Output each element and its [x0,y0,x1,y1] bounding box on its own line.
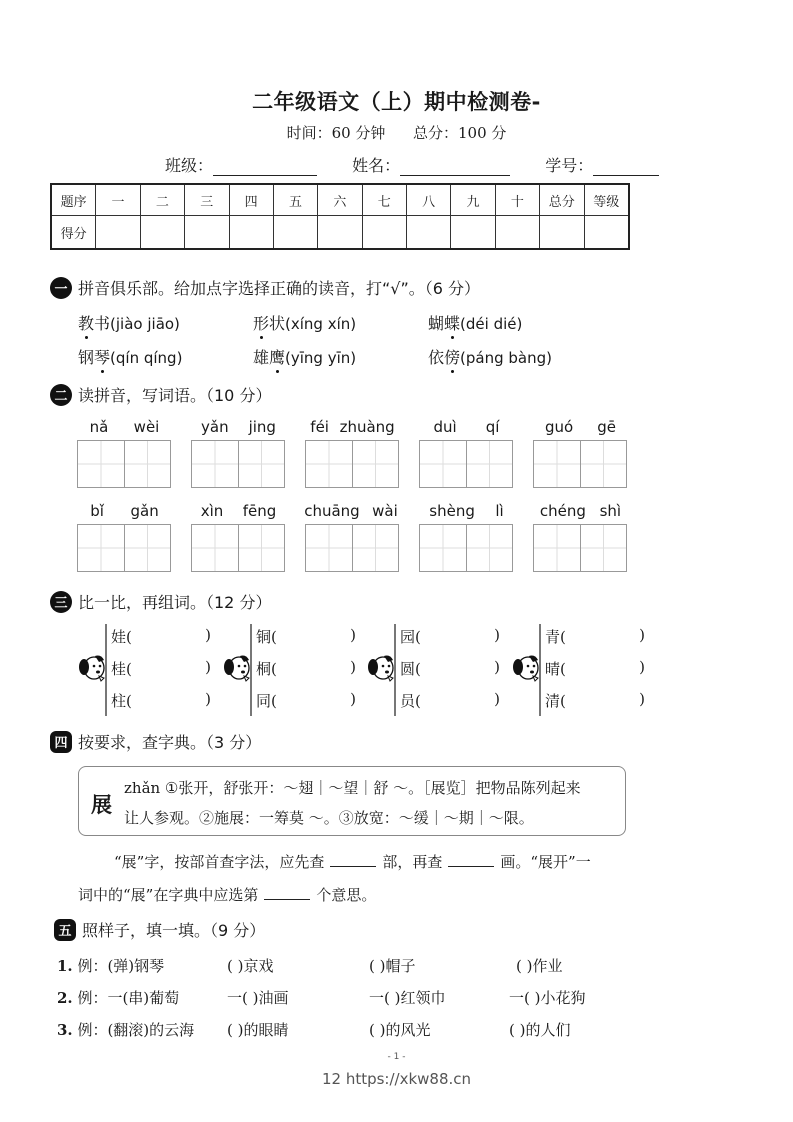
divider-line [250,624,252,716]
divider-line [105,624,107,716]
writing-grid[interactable] [419,524,513,572]
example: 例：(翻滚)的云海 [77,1021,195,1039]
writing-grid[interactable] [533,524,627,572]
pinyin-options[interactable]: (páng bàng) [460,349,552,367]
word-group: chéng shì [533,502,628,572]
section-title: 按要求，查字典。（3 分） [78,733,262,752]
col-total: 总分 [540,184,584,216]
answer-blank-radical[interactable] [330,852,376,867]
writing-grid[interactable] [305,524,399,572]
dotted-char: 蝶 [444,314,461,333]
dog-icon [366,650,396,684]
pinyin-item: 教书(jiào jiāo) [78,314,180,333]
score-cell[interactable] [96,216,140,250]
section-number-badge: 一 [50,277,72,299]
section-title: 比一比，再组词。（12 分） [78,593,272,612]
fill-blank[interactable]: ( )作业 [516,957,563,975]
fill-blank[interactable]: ( )的风光 [369,1021,431,1039]
score-table [50,183,630,250]
fill-row: 3. 例：(翻滚)的云海 ( )的眼睛 ( )的风光 ( )的人们 [57,1021,571,1039]
word-group: duì qí [419,418,514,488]
section-1-heading [50,276,480,299]
dotted-char: 教 [78,314,95,333]
dotted-char: 鹰 [269,348,286,367]
score-cell[interactable] [540,216,584,250]
pinyin-item: 钢琴(qín qíng) [78,348,183,367]
col-1: 一 [96,184,140,216]
page-title: 二年级语文（上）期中检测卷- [252,90,541,114]
word-group: bǐ gǎn [77,502,172,572]
section-5-heading [54,918,265,941]
writing-grid[interactable] [533,440,627,488]
section-number-badge: 四 [50,731,72,753]
time-limit: 时间：60 分钟 [286,124,386,142]
compare-group: 园( ) 圆( ) 员( ) [366,622,496,722]
writing-grid[interactable] [305,440,399,488]
fill-blank[interactable]: ( )帽子 [369,957,416,975]
score-cell[interactable] [495,216,539,250]
col-10: 十 [495,184,539,216]
name-field[interactable] [400,159,510,176]
word-group: nǎ wèi [77,418,172,488]
pinyin-options[interactable]: (jiào jiāo) [110,315,180,333]
compare-group: 娃( ) 桂( ) 柱( ) [77,622,207,722]
dotted-char: 形 [253,314,270,333]
col-7: 七 [362,184,406,216]
fill-blank[interactable]: 一( )油画 [227,989,289,1007]
dictionary-definition-line-2: 让人参观。②施展：一筹莫 ～。③放宽：～缓｜～期｜～限。 [124,809,534,827]
word-group: yǎn jing [191,418,286,488]
score-cell[interactable] [140,216,184,250]
divider-line [539,624,541,716]
dog-icon [77,650,107,684]
dog-icon [511,650,541,684]
dotted-char: 琴 [94,348,111,367]
score-cell[interactable] [451,216,495,250]
fill-row: 1. 例：(弹)钢琴 ( )京戏 ( )帽子 ( )作业 [57,957,563,975]
col-6: 六 [318,184,362,216]
score-cell[interactable] [584,216,629,250]
total-score: 总分：100 分 [413,124,507,142]
writing-grid[interactable] [191,524,285,572]
score-cell[interactable] [318,216,362,250]
section-title: 照样子，填一填。（9 分） [82,921,266,940]
section-title: 拼音俱乐部。给加点字选择正确的读音，打“√”。（6 分） [78,279,481,298]
dog-icon [222,650,252,684]
name-label: 姓名： [352,156,401,175]
pinyin-options[interactable]: (yīng yīn) [285,349,357,367]
id-field[interactable] [593,159,659,176]
divider-line [394,624,396,716]
dictionary-question-line-2: 词中的“展”在字典中应选第 个意思。 [78,886,377,904]
compare-group: 铜( ) 桐( ) 同( ) [222,622,352,722]
pinyin-item: 依傍(páng bàng) [428,348,552,367]
dictionary-definition-line-1: zhǎn ①张开，舒张开：～翅｜～望｜舒 ～。［展览］把物品陈列起来 [124,779,581,797]
class-label: 班级： [165,156,214,175]
fill-blank[interactable]: 一( )小花狗 [509,989,586,1007]
score-table-header-row [51,184,629,216]
row-head-score: 得分 [51,216,96,250]
student-info-row [165,153,659,176]
col-4: 四 [229,184,273,216]
writing-grid[interactable] [419,440,513,488]
row-head-question: 题序 [51,184,96,216]
score-cell[interactable] [362,216,406,250]
section-2-heading [50,383,271,406]
score-cell[interactable] [273,216,317,250]
pinyin-options[interactable]: (xíng xín) [285,315,357,333]
section-number-badge: 二 [50,384,72,406]
col-9: 九 [451,184,495,216]
id-label: 学号： [545,156,594,175]
section-title: 读拼音，写词语。（10 分） [78,386,272,405]
word-group: chuāng wài [298,502,404,572]
score-cell[interactable] [229,216,273,250]
example: 例：(弹)钢琴 [77,957,165,975]
dictionary-headword: 展 [91,793,112,817]
word-group: féi zhuàng [305,418,400,488]
fill-row: 2. 例：一(串)葡萄 一( )油画 一( )红领巾 一( )小花狗 [57,989,586,1007]
word-group: xìn fēng [191,502,286,572]
fill-blank[interactable]: ( )京戏 [227,957,274,975]
col-8: 八 [407,184,451,216]
fill-blank[interactable]: ( )的人们 [509,1021,571,1039]
watermark: 12 https://xkw88.cn [321,1070,472,1088]
writing-grid[interactable] [77,524,171,572]
answer-blank-meaning[interactable] [264,885,310,900]
exam-meta [0,122,793,143]
section-3-heading [50,590,271,613]
page-number: - 1 - [387,1052,406,1062]
answer-blank-strokes[interactable] [448,852,494,867]
class-field[interactable] [213,159,317,176]
word-group: shèng lì [419,502,514,572]
example: 例：一(串)葡萄 [77,989,180,1007]
col-3: 三 [185,184,229,216]
section-number-badge: 五 [54,919,76,941]
word-group: guó gē [533,418,628,488]
score-cell[interactable] [185,216,229,250]
pinyin-options[interactable]: (déi dié) [460,315,523,333]
pinyin-item: 形状(xíng xín) [253,314,357,333]
pinyin-item: 蝴蝶(déi dié) [428,314,523,333]
section-number-badge: 三 [50,591,72,613]
fill-blank[interactable]: ( )的眼睛 [227,1021,289,1039]
section-4-heading [50,730,261,753]
pinyin-item: 雄鹰(yīng yīn) [253,348,357,367]
dictionary-question-line-1: “展”字，按部首查字法，应先查 部，再查 画。“展开”一 [114,853,591,871]
score-table-score-row [51,216,629,250]
pinyin-options[interactable]: (qín qíng) [110,349,183,367]
dictionary-entry-box [78,766,626,836]
fill-blank[interactable]: 一( )红领巾 [369,989,446,1007]
score-cell[interactable] [407,216,451,250]
col-5: 五 [273,184,317,216]
dotted-char: 傍 [444,348,461,367]
col-2: 二 [140,184,184,216]
col-grade: 等级 [584,184,629,216]
compare-group: 青( ) 晴( ) 清( ) [511,622,641,722]
writing-grid[interactable] [77,440,171,488]
writing-grid[interactable] [191,440,285,488]
